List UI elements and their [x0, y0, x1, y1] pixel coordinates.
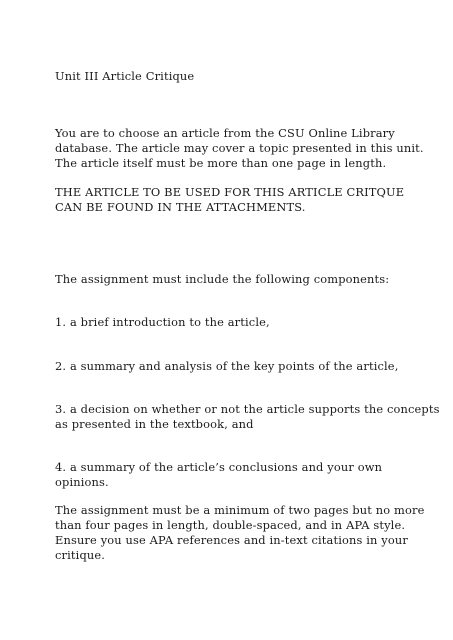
intro-line: database. The article may cover a topic presented in this unit. [55, 141, 424, 155]
requirements-line: critique. [55, 548, 106, 562]
notice-paragraph [55, 185, 404, 215]
component-line: opinions. [55, 475, 109, 489]
intro-line: The article itself must be more than one page in length. [55, 156, 387, 170]
components-intro: The assignment must include the following components: [55, 272, 390, 286]
requirements-line: The assignment must be a minimum of two pages but no more [55, 503, 425, 517]
component-line: 3. a decision on whether or not the article supports the concepts [55, 402, 440, 416]
component-line: as presented in the textbook, and [55, 417, 254, 431]
component-line: 4. a summary of the article’s conclusions and your own [55, 460, 383, 474]
component-line: 2. a summary and analysis of the key points of the article, [55, 359, 399, 373]
notice-line: CAN BE FOUND IN THE ATTACHMENTS. [55, 200, 306, 214]
component-item-1 [55, 315, 270, 330]
notice-line: THE ARTICLE TO BE USED FOR THIS ARTICLE CRITQUE [55, 185, 405, 199]
document-title: Unit III Article Critique [55, 69, 195, 83]
requirements-line: Ensure you use APA references and in-text citations in your [55, 533, 408, 547]
component-item-2 [55, 359, 398, 374]
intro-line: You are to choose an article from the CSU Online Library [55, 126, 395, 140]
requirements-paragraph [55, 503, 424, 563]
component-line: 1. a brief introduction to the article, [55, 315, 270, 329]
intro-paragraph [55, 126, 424, 171]
component-item-4 [55, 460, 382, 490]
requirements-line: than four pages in length, double-spaced, and in APA style. [55, 518, 406, 532]
component-item-3 [55, 402, 440, 432]
